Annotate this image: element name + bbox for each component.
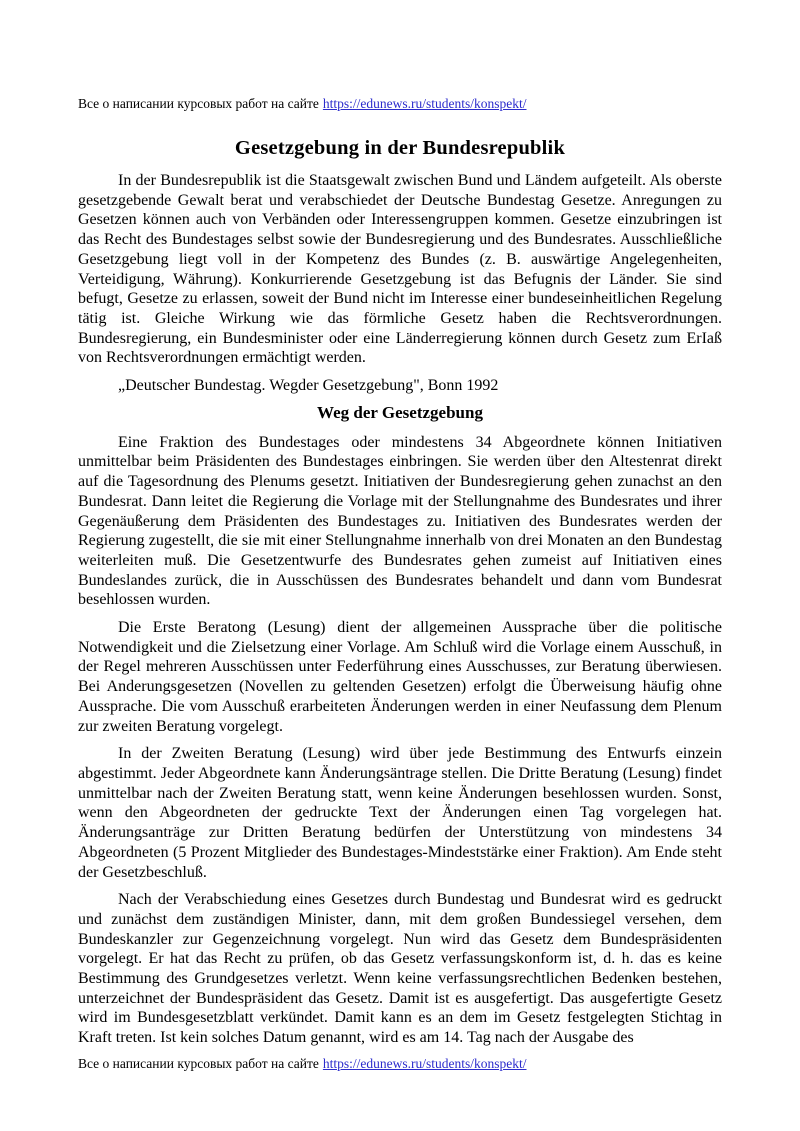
promo-banner-text: Все о написании курсовых работ на сайте (78, 96, 319, 111)
paragraph-zweite-beratung: In der Zweiten Beratung (Lesung) wird über jede Bestimmung des Entwurfs einzein abgestimmt. Jeder Abgeordnete kann Änderungsäntrage stellen. Die Dritte Beratung (Lesung) findet unmittelbar nach der Zweiten Beratung statt, wenn keine Änderungen besehlossen wurden. Sonst, wenn den Abgeordneten der gedruckte Text der Änderungen einen Tag vorgelegen hat. Änderungsanträge zur Dritten Beratung bedürfen der Unterstützung von mindestens 34 Abgeordneten (5 Prozent Mitglieder des Bundestages-Mindeststärke einer Fraktion). Am Ende steht der Gesetzbeschluß. (78, 745, 722, 881)
page-title: Gesetzgebung in der Bundesrepublik (234, 137, 566, 159)
paragraph-initiativen: Eine Fraktion des Bundestages oder mindestens 34 Abgeordnete können Initiativen unmittelbar beim Präsidenten des Bundestages einbringen. Sie werden über den Altestenrat direkt auf die Tagesordnung des Plenums gesetzt. Initiativen der Bundesregierung gehen zunachst an den Bundesrat. Dann leitet die Regierung die Vorlage mit der Stellungnahme des Bundesrates und ihrer Gegenäußerung dem Präsidenten des Bundestages zu. Initiativen des Bundesrates werden der Regierung zugestellt, die sie mit einer Stellungnahme innerhalb von drei Monaten an den Bundestag weiterleiten muß. Die Gesetzentwurfe des Bundesrates gehen zumeist auf Initiativen eines Bundeslandes zurück, die in Ausschüssen des Bundesrates behandelt und dann vom Bundesrat besehlossen wurden. (78, 433, 722, 609)
paragraph-erste-beratung: Die Erste Beratong (Lesung) dient der allgemeinen Aussprache über die politische Notwendigkeit und die Zielsetzung einer Vorlage. Am Schluß wird die Vorlage einem Ausschuß, in der Regel mehreren Ausschüssen unter Federführung eines Ausschusses, zur Beratung überwiesen. Bei Anderungsgesetzen (Novellen zu geltenden Gesetzen) erfolgt die Überweisung häufig ohne Aussprache. Die vom Ausschuß erarbeiteten Änderungen werden in einer Neufassung dem Plenum zur zweiten Beratung vorgelegt. (78, 619, 722, 735)
promo-banner-link[interactable]: https://edunews.ru/students/konspekt/ (322, 96, 527, 111)
section-heading: Weg der Gesetzgebung (317, 402, 483, 422)
promo-banner-top (78, 96, 722, 112)
promo-banner-link[interactable]: https://edunews.ru/students/konspekt/ (322, 1055, 527, 1071)
source-citation: „Deutscher Bundestag. Wegder Gesetzgebung", Bonn 1992 (118, 377, 499, 395)
promo-banner-text: Все о написании курсовых работ на сайте (78, 1055, 319, 1071)
intro-paragraph: In der Bundesrepublik ist die Staatsgewalt zwischen Bund und Ländem aufgeteilt. Als oberste gesetzgebende Gewalt berat und verabschiedet der Deutsche Bundestag Gesetze. Anregungen zu Gesetzen können auch von Verbänden oder Interessengruppen kommen. Gesetze einzubringen ist das Recht des Bundestages selbst sowie der Bundesregierung und des Bundesrates. Ausschließliche Gesetzgebung liegt voll in der Kompetenz des Bundes (z. B. auswärtige Angelegenheiten, Verteidigung, Währung). Konkurrierende Gesetzgebung ist das Befugnis der Länder. Sie sind befugt, Gesetze zu erlassen, soweit der Bund nicht im Interesse einer bundeseinheitlichen Regelung tätig ist. Gleiche Wirkung wie das förmliche Gesetz haben die Rechtsverordnungen. Bundesregierung, ein Bundesminister oder eine Länderregierung können durch Gesetz zum ErIaß von Rechtsverordnungen ermächtigt werden. (78, 172, 722, 367)
promo-banner-bottom (78, 1056, 722, 1072)
paragraph-verabschiedung: Nach der Verabschiedung eines Gesetzes durch Bundestag und Bundesrat wird es gedruckt und zunächst dem zuständigen Minister, dann, mit dem großen Bundessiegel versehen, dem Bundeskanzler zur Gegenzeichnung vorgelegt. Nun wird das Gesetz dem Bundespräsidenten vorgelegt. Er hat das Recht zu prüfen, ob das Gesetz verfassungskonform ist, d. h. das es keine Bestimmung des Grundgesetzes verletzt. Wenn keine verfassungsrechtlichen Bedenken bestehen, unterzeichnet der Bundespräsident das Gesetz. Damit ist es ausgefertigt. Das ausgefertigte Gesetz wird im Bundesgesetzblatt verkündet. Damit kann es an dem im Gesetz festgelegten Stichtag in Kraft treten. Ist kein solches Datum genannt, wird es am 14. Tag nach der Ausgabe des (78, 891, 722, 1047)
